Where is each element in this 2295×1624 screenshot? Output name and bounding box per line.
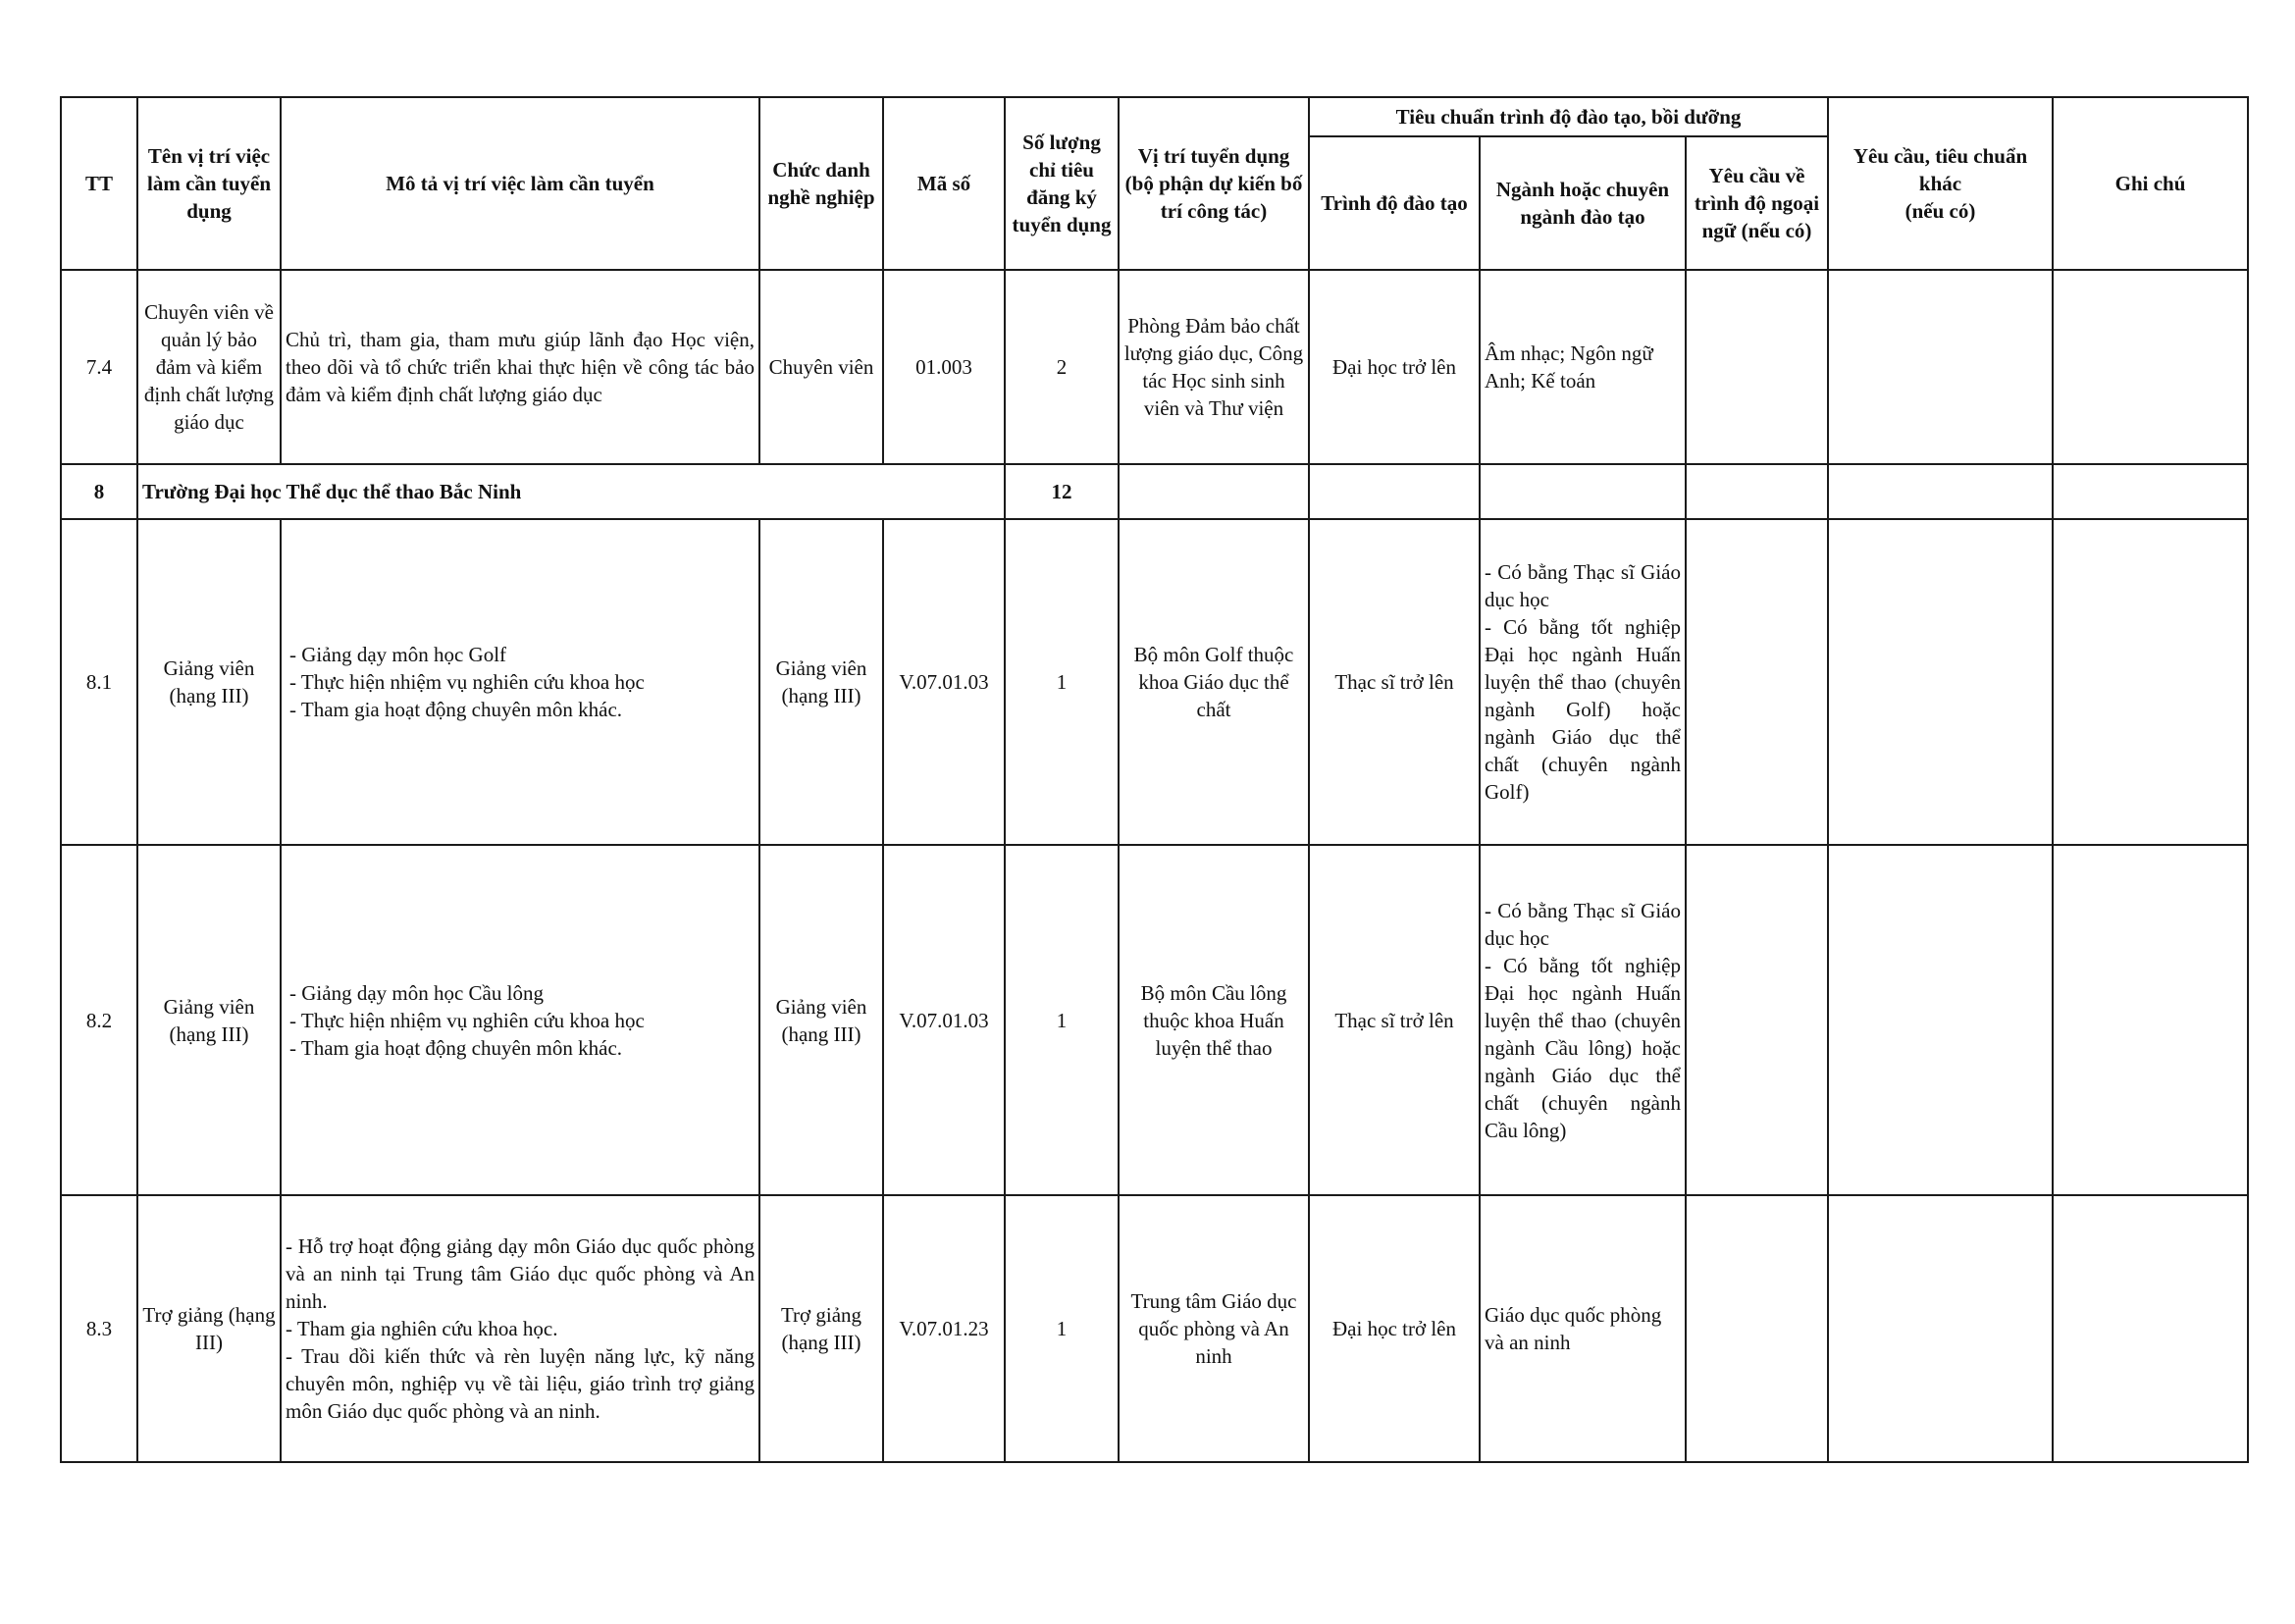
recruitment-table [60, 96, 2249, 1463]
cell-tt: 7.4 [61, 270, 137, 464]
group-empty-cell [1309, 464, 1480, 519]
header-notes: Ghi chú [2053, 97, 2248, 270]
cell-code: 01.003 [883, 270, 1005, 464]
cell-tt: 8.1 [61, 519, 137, 845]
cell-education: Thạc sĩ trở lên [1309, 845, 1480, 1195]
header-description: Mô tả vị trí việc làm cần tuyển [281, 97, 759, 270]
cell-code: V.07.01.03 [883, 845, 1005, 1195]
cell-language [1686, 270, 1828, 464]
cell-other [1828, 1195, 2053, 1462]
cell-description: Chủ trì, tham gia, tham mưu giúp lãnh đạo Học viện, theo dõi và tổ chức triển khai thực hiện về công tác bảo đảm và kiểm định chất lượng giáo dục [281, 270, 759, 464]
cell-quota: 1 [1005, 1195, 1119, 1462]
cell-placement: Bộ môn Cầu lông thuộc khoa Huấn luyện thể thao [1119, 845, 1309, 1195]
cell-notes [2053, 270, 2248, 464]
cell-major: Giáo dục quốc phòng và an ninh [1480, 1195, 1686, 1462]
cell-description: - Giảng dạy môn học Golf - Thực hiện nhiệm vụ nghiên cứu khoa học - Tham gia hoạt động chuyên môn khác. [281, 519, 759, 845]
cell-code: V.07.01.03 [883, 519, 1005, 845]
cell-job-title: Giảng viên (hạng III) [759, 519, 883, 845]
cell-other [1828, 519, 2053, 845]
cell-other [1828, 845, 2053, 1195]
table-row [61, 1195, 2248, 1462]
group-empty-cell [1119, 464, 1309, 519]
cell-quota: 1 [1005, 519, 1119, 845]
cell-placement: Phòng Đảm bảo chất lượng giáo dục, Công tác Học sinh sinh viên và Thư viện [1119, 270, 1309, 464]
header-row-1 [61, 97, 2248, 136]
header-quota: Số lượng chỉ tiêu đăng ký tuyển dụng [1005, 97, 1119, 270]
cell-job-title: Chuyên viên [759, 270, 883, 464]
cell-tt: 8.3 [61, 1195, 137, 1462]
group-row [61, 464, 2248, 519]
cell-education: Đại học trở lên [1309, 1195, 1480, 1462]
cell-notes [2053, 1195, 2248, 1462]
header-position-name: Tên vị trí việc làm cần tuyển dụng [137, 97, 281, 270]
cell-other [1828, 270, 2053, 464]
header-language: Yêu cầu về trình độ ngoại ngữ (nếu có) [1686, 136, 1828, 270]
cell-language [1686, 519, 1828, 845]
cell-notes [2053, 845, 2248, 1195]
header-job-title: Chức danh nghề nghiệp [759, 97, 883, 270]
group-name: Trường Đại học Thể dục thể thao Bắc Ninh [137, 464, 1005, 519]
cell-placement: Bộ môn Golf thuộc khoa Giáo dục thể chất [1119, 519, 1309, 845]
cell-quota: 2 [1005, 270, 1119, 464]
cell-education: Thạc sĩ trở lên [1309, 519, 1480, 845]
header-other-requirements: Yêu cầu, tiêu chuẩn khác (nếu có) [1828, 97, 2053, 270]
table-row [61, 845, 2248, 1195]
cell-position: Giảng viên (hạng III) [137, 845, 281, 1195]
cell-code: V.07.01.23 [883, 1195, 1005, 1462]
table-row [61, 519, 2248, 845]
group-quota: 12 [1005, 464, 1119, 519]
cell-education: Đại học trở lên [1309, 270, 1480, 464]
table-row [61, 270, 2248, 464]
cell-description: - Giảng dạy môn học Cầu lông - Thực hiện nhiệm vụ nghiên cứu khoa học - Tham gia hoạt động chuyên môn khác. [281, 845, 759, 1195]
header-major: Ngành hoặc chuyên ngành đào tạo [1480, 136, 1686, 270]
header-code: Mã số [883, 97, 1005, 270]
cell-placement: Trung tâm Giáo dục quốc phòng và An ninh [1119, 1195, 1309, 1462]
cell-language [1686, 1195, 1828, 1462]
cell-description: - Hỗ trợ hoạt động giảng dạy môn Giáo dục quốc phòng và an ninh tại Trung tâm Giáo dục quốc phòng và An ninh. - Tham gia nghiên cứu khoa học. - Trau dồi kiến thức và rèn luyện năng lực, kỹ năng chuyên môn, nghiệp vụ về tài liệu, giáo trình trợ giảng môn Giáo dục quốc phòng và an ninh. [281, 1195, 759, 1462]
header-tt: TT [61, 97, 137, 270]
cell-job-title: Trợ giảng (hạng III) [759, 1195, 883, 1462]
cell-major: - Có bằng Thạc sĩ Giáo dục học - Có bằng tốt nghiệp Đại học ngành Huấn luyện thể thao (chuyên ngành Golf) hoặc ngành Giáo dục thể chất (chuyên ngành Golf) [1480, 519, 1686, 845]
group-empty-cell [1480, 464, 1686, 519]
header-training-group: Tiêu chuẩn trình độ đào tạo, bồi dưỡng [1309, 97, 1828, 136]
cell-tt: 8.2 [61, 845, 137, 1195]
group-empty-cell [1828, 464, 2053, 519]
cell-position: Chuyên viên về quản lý bảo đảm và kiểm định chất lượng giáo dục [137, 270, 281, 464]
header-placement: Vị trí tuyển dụng (bộ phận dự kiến bố trí công tác) [1119, 97, 1309, 270]
cell-major: Âm nhạc; Ngôn ngữ Anh; Kế toán [1480, 270, 1686, 464]
cell-quota: 1 [1005, 845, 1119, 1195]
group-tt: 8 [61, 464, 137, 519]
cell-notes [2053, 519, 2248, 845]
header-education-level: Trình độ đào tạo [1309, 136, 1480, 270]
cell-language [1686, 845, 1828, 1195]
cell-major: - Có bằng Thạc sĩ Giáo dục học - Có bằng tốt nghiệp Đại học ngành Huấn luyện thể thao (chuyên ngành Cầu lông) hoặc ngành Giáo dục thể chất (chuyên ngành Cầu lông) [1480, 845, 1686, 1195]
cell-position: Giảng viên (hạng III) [137, 519, 281, 845]
cell-position: Trợ giảng (hạng III) [137, 1195, 281, 1462]
group-empty-cell [2053, 464, 2248, 519]
group-empty-cell [1686, 464, 1828, 519]
cell-job-title: Giảng viên (hạng III) [759, 845, 883, 1195]
